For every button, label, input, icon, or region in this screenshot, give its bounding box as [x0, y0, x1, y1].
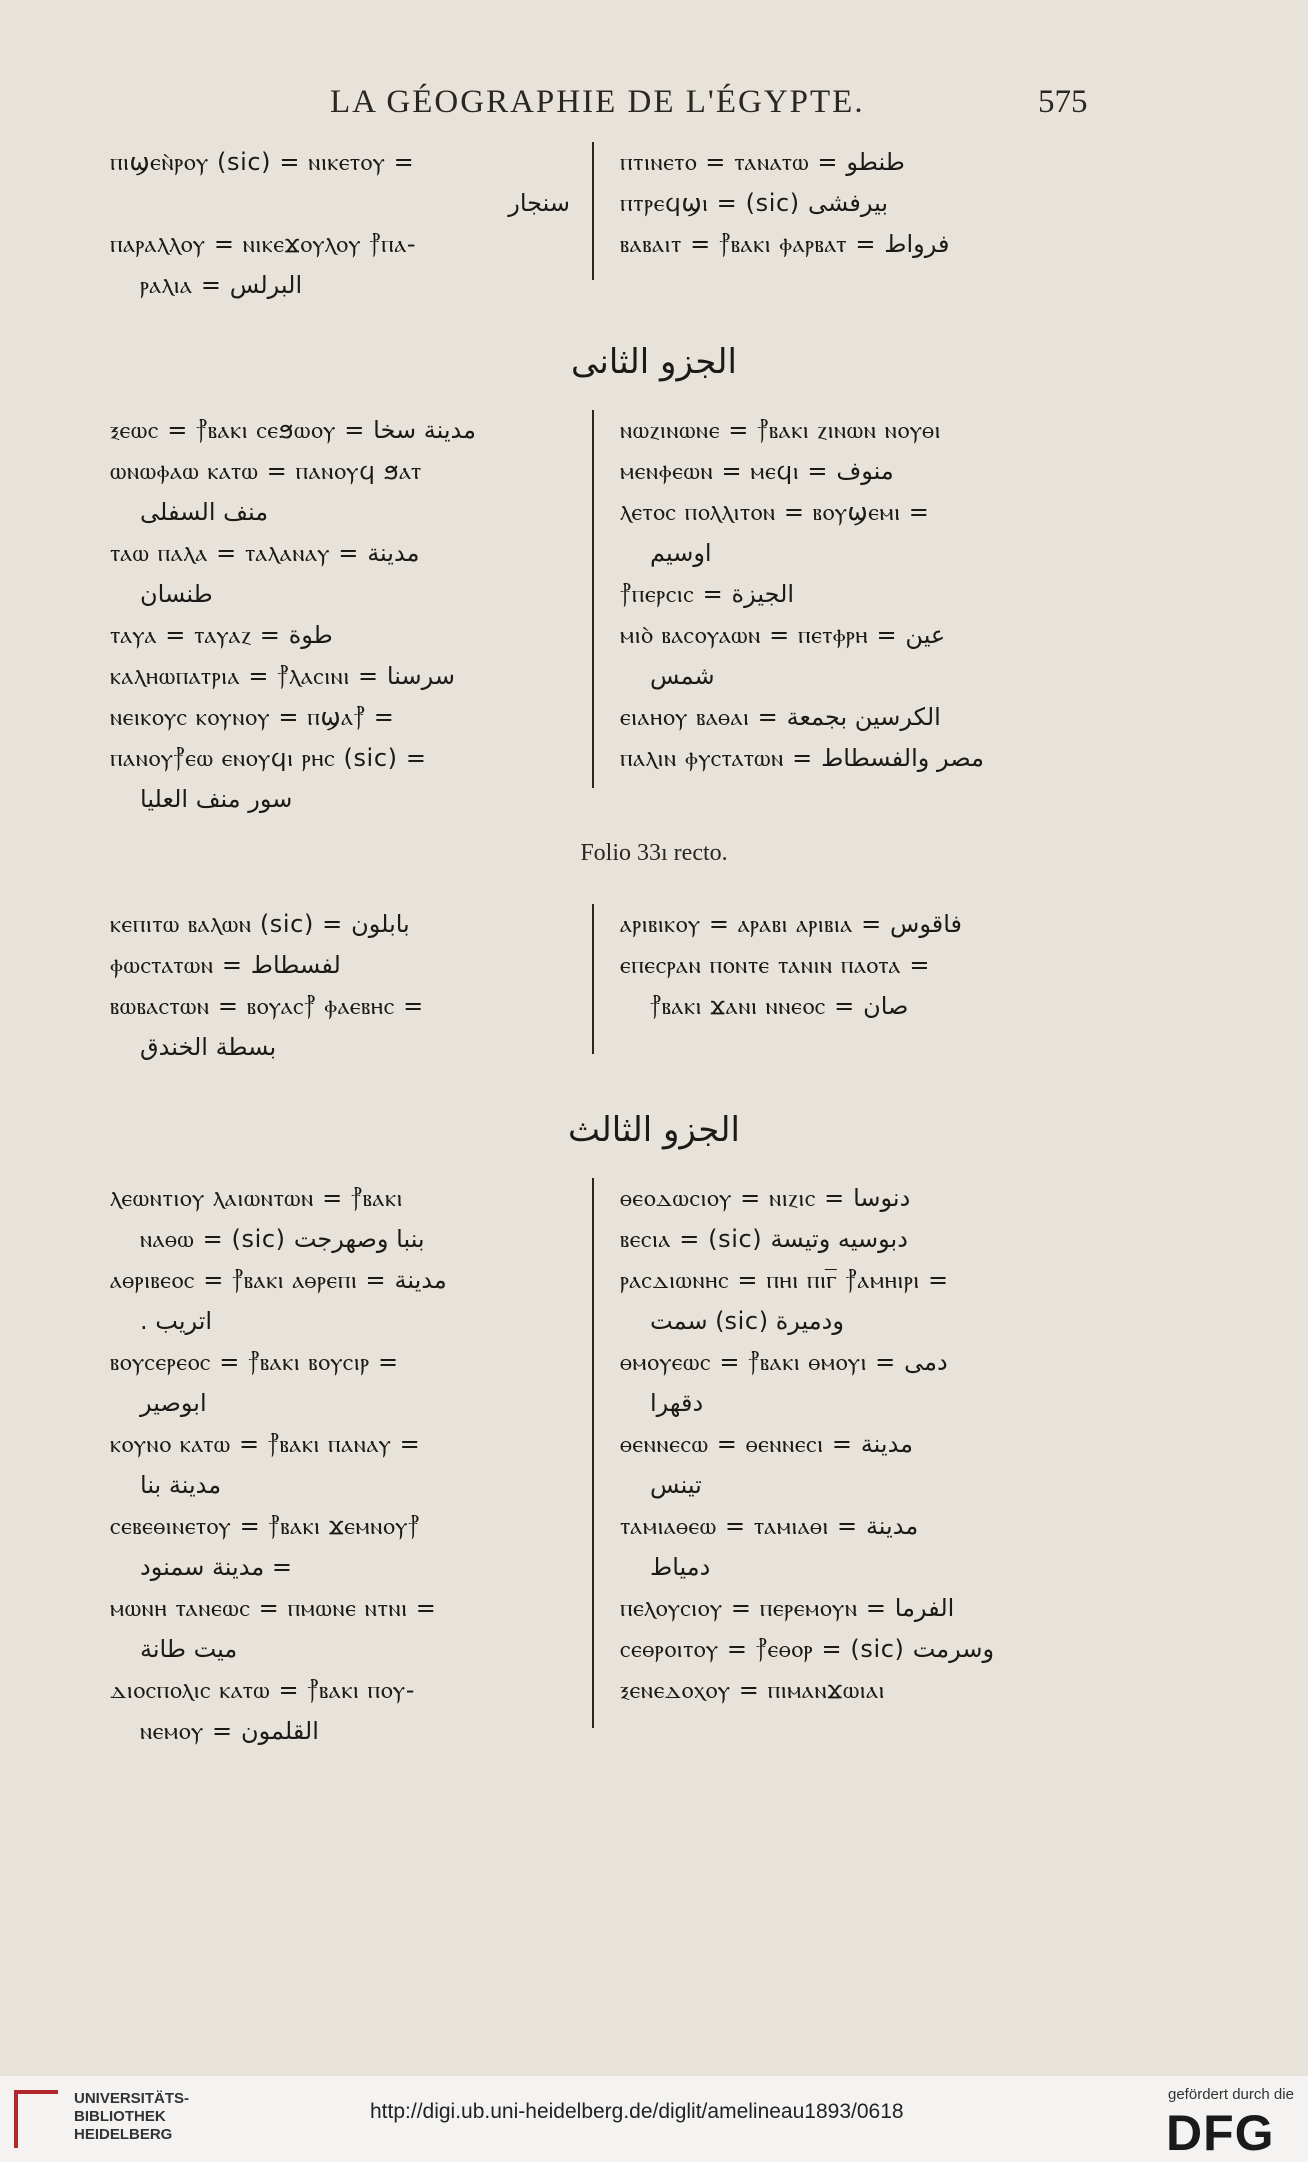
dfg-logo: DFG: [1166, 2105, 1275, 2161]
left-column: [110, 1178, 570, 1752]
column-divider: [592, 904, 594, 1054]
section-1: [110, 410, 1090, 830]
entry-line: اوسيم: [650, 539, 712, 567]
entry-line: ⲛⲁⲑⲱ = (sic) بنبا وصهرجت: [140, 1225, 425, 1253]
entry-line: ⲝⲉⲱⲥ = ⳨ⲃⲁⲕⲓ ⲥⲉϧⲱⲟⲩ = مدينة سخا: [110, 416, 476, 444]
viewer-footer: [0, 2076, 1308, 2161]
entry-line: ⲙⲱⲛⲏ ⲧⲁⲛⲉⲱⲥ = ⲡⲙⲱⲛⲉ ⲛⲧⲛⲓ =: [110, 1594, 437, 1622]
entry-line: ⲡⲧⲣⲉϥϣⲓ = (sic) بيرفشى: [620, 189, 889, 217]
right-column: [620, 142, 1080, 265]
entry-line: ⲡⲁⲣⲁⲗⲗⲟⲩ = ⲛⲓⲕⲉϫⲟⲩⲗⲟⲩ ⳨ⲡⲁ-: [110, 230, 417, 258]
entry-line: ⲑⲉⲟⲇⲱⲥⲓⲟⲩ = ⲛⲓⲍⲓⲥ = دنوسا: [620, 1184, 911, 1212]
entry-line: ⲫⲱⲥⲧⲁⲧⲱⲛ = لفسطاط: [110, 951, 341, 979]
library-name-line: HEIDELBERG: [74, 2126, 173, 2143]
entry-line: ⲃⲉⲥⲓⲁ = (sic) دبوسيه وتيسة: [620, 1225, 908, 1253]
entry-line: ابوصير: [140, 1389, 207, 1417]
entry-line: طنسان: [140, 580, 213, 608]
left-column: [110, 904, 570, 1068]
entry-line: ⲡⲧⲓⲛⲉⲧⲟ = ⲧⲁⲛⲁⲧⲱ = طنطو: [620, 148, 905, 176]
entry-line: سور منف العليا: [140, 785, 293, 813]
entry-line: ⳨ⲡⲉⲣⲥⲓⲥ = الجيزة: [620, 580, 795, 608]
entry-line: ⲇⲓⲟⲥⲡⲟⲗⲓⲥ ⲕⲁⲧⲱ = ⳨ⲃⲁⲕⲓ ⲡⲟⲩ-: [110, 1676, 415, 1704]
entry-line: ⲣⲁⲥⲇⲓⲱⲛⲏⲥ = ⲡⲏⲓ ⲡⲓⲅ̅ ⳨ⲁⲙⲏⲓⲣⲓ =: [620, 1266, 949, 1294]
entry-line: ⲡⲉⲗⲟⲩⲥⲓⲟⲩ = ⲡⲉⲣⲉⲙⲟⲩⲛ = الفرما: [620, 1594, 955, 1622]
entry-line: ⲉⲓⲁⲏⲟⲩ ⲃⲁⲑⲁⲓ = الكرسين بجمعة: [620, 703, 941, 731]
entry-line: ⲁⲣⲓⲃⲓⲕⲟⲩ = ⲁⲣⲁⲃⲓ ⲁⲣⲓⲃⲓⲁ = فاقوس: [620, 910, 962, 938]
entry-line: ⲛⲉⲙⲟⲩ = القلمون: [140, 1717, 319, 1745]
entry-line: سنجار: [508, 189, 570, 217]
library-logo-icon: [14, 2090, 58, 2148]
entry-line: ⲡⲁⲗⲓⲛ ⲫⲩⲥⲧⲁⲧⲱⲛ = مصر والفسطاط: [620, 744, 984, 772]
entry-line: ⲁⲑⲣⲓⲃⲉⲟⲥ = ⳨ⲃⲁⲕⲓ ⲁⲑⲣⲉⲡⲓ = مدينة: [110, 1266, 447, 1294]
right-column: [620, 904, 1080, 1027]
entry-line: ⲑⲙⲟⲩⲉⲱⲥ = ⳨ⲃⲁⲕⲓ ⲑⲙⲟⲩⲓ = دمى: [620, 1348, 948, 1376]
entry-line: ⲕⲉⲡⲓⲧⲱ ⲃⲁⲗⲱⲛ (sic) = بابلون: [110, 910, 410, 938]
funded-by-label: gefördert durch die: [1168, 2086, 1294, 2103]
entry-line: ⲗⲉⲱⲛⲧⲓⲟⲩ ⲗⲁⲓⲱⲛⲧⲱⲛ = ⳨ⲃⲁⲕⲓ: [110, 1184, 403, 1212]
entry-line: ⲣⲁⲗⲓⲁ = البرلس: [140, 271, 303, 299]
entry-line: دقهرا: [650, 1389, 704, 1417]
left-column: [110, 142, 570, 306]
entry-line: اتريب .: [140, 1307, 213, 1335]
library-name-line: BIBLIOTHEK: [74, 2108, 166, 2125]
entry-line: ⲥⲉⲃⲉⲑⲓⲛⲉⲧⲟⲩ = ⳨ⲃⲁⲕⲓ ϫⲉⲙⲛⲟⲩ⳨: [110, 1512, 420, 1540]
entry-line: ميت طانة: [140, 1635, 238, 1663]
entry-line: ⲑⲉⲛⲛⲉⲥⲱ = ⲑⲉⲛⲛⲉⲥⲓ = مدينة: [620, 1430, 914, 1458]
entry-line: دمياط: [650, 1553, 711, 1581]
column-divider: [592, 410, 594, 788]
entry-line: ⲧⲁⲩⲁ = ⲧⲁⲩⲁⲍ = طوة: [110, 621, 333, 649]
entry-line: ⲥⲉⲑⲣⲟⲓⲧⲟⲩ = ⳨ⲉⲑⲟⲣ = (sic) وسرمت: [620, 1635, 995, 1663]
document-url-link[interactable]: http://digi.ub.uni-heidelberg.de/diglit/amelineau1893/0618: [370, 2100, 904, 2123]
entry-line: = مدينة سمنود: [140, 1553, 292, 1581]
entry-line: ⲧⲁⲱ ⲡⲁⲗⲁ = ⲧⲁⲗⲁⲛⲁⲩ = مدينة: [110, 539, 420, 567]
right-column: [620, 410, 1080, 779]
entry-line: ⲕⲁⲗⲏⲱⲡⲁⲧⲣⲓⲁ = ⳨ⲗⲁⲥⲓⲛⲓ = سرسنا: [110, 662, 455, 690]
entry-line: ⲙⲉⲛⲫⲉⲱⲛ = ⲙⲉϥⲓ = منوف: [620, 457, 894, 485]
entry-line: منف السفلى: [140, 498, 269, 526]
entry-line: ⲛⲱⲍⲓⲛⲱⲛⲉ = ⳨ⲃⲁⲕⲓ ⲍⲓⲛⲱⲛ ⲛⲟⲩⲑⲓ: [620, 416, 941, 444]
section-2: [110, 904, 1090, 1074]
entry-line: تينس: [650, 1471, 702, 1499]
section-heading: الجزو الثانى: [571, 342, 737, 382]
library-name-line: UNIVERSITÄTS-: [74, 2090, 190, 2107]
entry-line: مدينة بنا: [140, 1471, 222, 1499]
column-divider: [592, 1178, 594, 1728]
section-3: [110, 1178, 1090, 1758]
entry-line: ⲃⲱⲃⲁⲥⲧⲱⲛ = ⲃⲟⲩⲁⲥ⳨ ⲫⲁⲉⲃⲏⲥ =: [110, 992, 424, 1020]
right-column: [620, 1178, 1080, 1711]
entry-line: ⲙⲓⲟ̀ ⲃⲁⲥⲟⲩⲁⲱⲛ = ⲡⲉⲧⲫⲣⲏ = عين: [620, 621, 946, 649]
entry-line: ⲛⲉⲓⲕⲟⲩⲥ ⲕⲟⲩⲛⲟⲩ = ⲡϣⲁ⳨ =: [110, 703, 395, 731]
entry-line: شمس: [650, 662, 715, 690]
section-heading: الجزو الثالث: [568, 1110, 740, 1150]
entry-line: ⳨ⲃⲁⲕⲓ ϫⲁⲛⲓ ⲛⲛⲉⲟⲥ = صان: [650, 992, 909, 1020]
folio-label: Folio 33ı recto.: [580, 840, 728, 866]
entry-line: ⲡⲁⲛⲟⲩ⳨ⲉⲱ ⲉⲛⲟⲩϥⲓ ⲣⲏⲥ (sic) =: [110, 744, 427, 772]
entry-line: ⲡⲓϣⲉⲛ̀ⲣⲟⲩ (sic) = ⲛⲓⲕⲉⲧⲟⲩ =: [110, 148, 415, 176]
entry-line: ⲉⲡⲉⲥⲣⲁⲛ ⲡⲟⲛⲧⲉ ⲧⲁⲛⲓⲛ ⲡⲁⲟⲧⲁ =: [620, 951, 931, 979]
entry-line: ⲃⲟⲩⲥⲉⲣⲉⲟⲥ = ⳨ⲃⲁⲕⲓ ⲃⲟⲩⲥⲓⲣ =: [110, 1348, 399, 1376]
page-number: 575: [1038, 84, 1088, 120]
column-divider: [592, 142, 594, 280]
entry-line: ⲧⲁⲙⲓⲁⲑⲉⲱ = ⲧⲁⲙⲓⲁⲑⲓ = مدينة: [620, 1512, 919, 1540]
entry-line: ودميرة (sic) سمت: [650, 1307, 844, 1335]
entry-line: ⲕⲟⲩⲛⲟ ⲕⲁⲧⲱ = ⳨ⲃⲁⲕⲓ ⲡⲁⲛⲁⲩ =: [110, 1430, 421, 1458]
running-head: LA GÉOGRAPHIE DE L'ÉGYPTE.: [330, 84, 865, 120]
entry-line: ⲗⲉⲧⲟⲥ ⲡⲟⲗⲗⲓⲧⲟⲛ = ⲃⲟⲩϣⲉⲙⲓ =: [620, 498, 930, 526]
left-column: [110, 410, 570, 820]
entry-line: ⲱⲛⲱⲫⲁⲱ ⲕⲁⲧⲱ = ⲡⲁⲛⲟⲩϥ ϧⲁⲧ: [110, 457, 422, 485]
library-name: [74, 2090, 189, 2144]
entry-line: ⲝⲉⲛⲉⲇⲟⲭⲟⲩ = ⲡⲓⲙⲁⲛϫⲱⲓⲁⲓ: [620, 1676, 885, 1704]
section-0: [110, 142, 1090, 312]
entry-line: بسطة الخندق: [140, 1033, 277, 1061]
entry-line: ⲃⲁⲃⲁⲓⲧ = ⳨ⲃⲁⲕⲓ ⲫⲁⲣⲃⲁⲧ = فرواط: [620, 230, 950, 258]
